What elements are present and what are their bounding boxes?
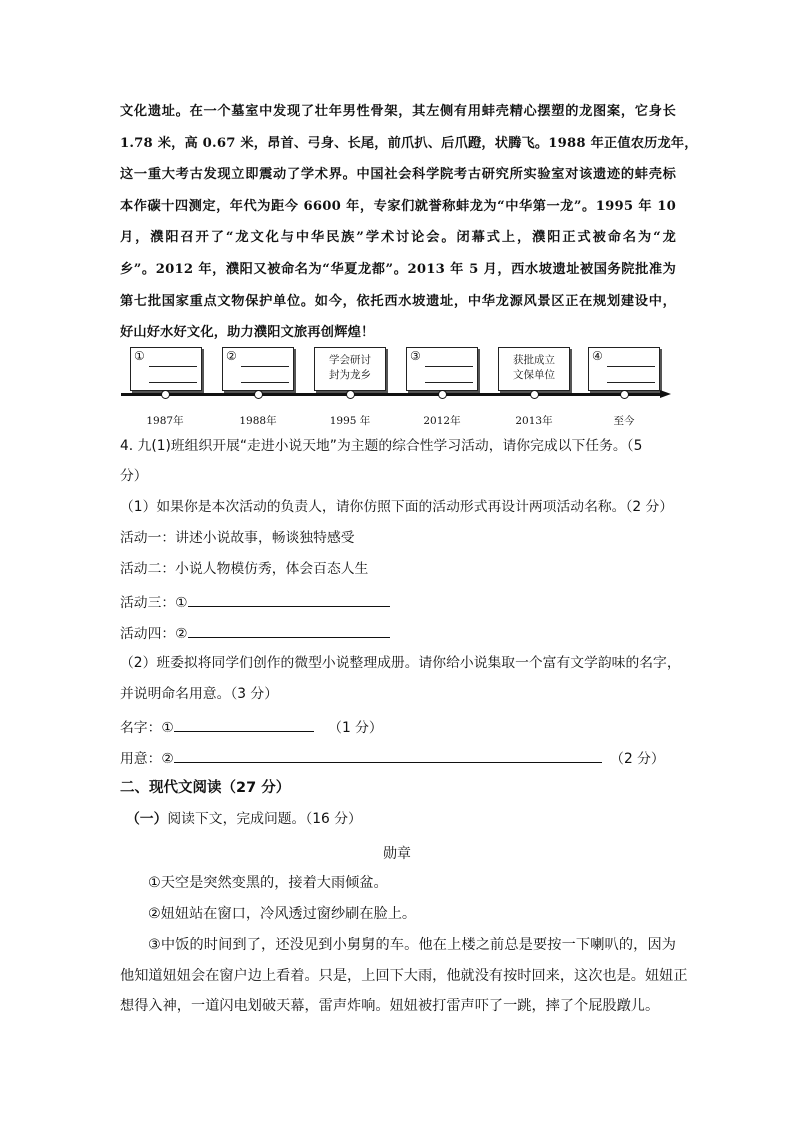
activity-4-row [120,623,390,643]
box-number: ④ [592,349,603,363]
story-line: 想得入神，一道闪电划破天幕，雷声炸响。妞妞被打雷声吓了一跳，摔了个屁股蹾儿。 [120,998,660,1014]
timeline-box-4 [406,347,478,391]
timeline-marker [620,390,629,399]
timeline-year: 1987年 [146,415,184,427]
subsection-row [126,810,362,828]
passage-line: 乡”。2012 年，濮阳又被命名为“华夏龙都”。2013 年 5 月，西水坡遗址被国务院批准为 [120,261,676,277]
answer-blank[interactable] [425,365,473,367]
answer-blank[interactable] [607,381,655,383]
box-number: ① [134,349,145,363]
answer-blank[interactable] [607,365,655,367]
activity-2: 活动二：小说人物模仿秀，体会百态人生 [120,561,369,577]
answer-blank[interactable] [241,365,289,367]
q4-sub2-line1: （2）班委拟将同学们创作的微型小说整理成册。请你给小说集取一个富有文学韵味的名字， [120,655,681,671]
name-blank[interactable] [174,717,314,732]
box-number: ② [226,349,237,363]
timeline-box-3 [314,347,386,391]
q4-stem-line2: 分） [120,468,148,484]
q4-sub1: （1）如果你是本次活动的负责人，请你仿照下面的活动形式再设计两项活动名称。（2 分） [120,499,674,515]
q4-stem-line1: 4. 九(1)班组织开展“走进小说天地”为主题的综合性学习活动，请你完成以下任务。（5 [120,438,643,454]
passage-line: 本作碳十四测定，年代为距今 6600 年，专家们就誉称蚌龙为“中华第一龙”。1995 年 10 [120,198,676,214]
story-line: ②妞妞站在窗口，冷风透过窗纱刷在脸上。 [148,906,417,922]
meaning-row [120,748,665,768]
passage-line: 第七批国家重点文物保护单位。如今，依托西水坡遗址，中华龙源风景区正在规划建设中， [120,293,676,309]
passage-line: 文化遗址。在一个墓室中发现了壮年男性骨架，其左侧有用蚌壳精心摆塑的龙图案，它身长 [120,104,676,119]
meaning-label: 用意：② [120,751,174,767]
activity-4-blank[interactable] [188,623,390,638]
activity-3-blank[interactable] [188,592,390,607]
timeline-year: 1988年 [239,415,277,427]
name-score: （1 分） [328,720,383,736]
box-number: ③ [410,349,421,363]
timeline-year: 2012年 [423,415,461,427]
story-paragraph-1 [148,868,676,899]
timeline-box-5 [498,347,570,391]
story-line: ③中饭的时间到了，还没见到小舅舅的车。他在上楼之前总是要按一下喇叭的，因为 [148,937,676,953]
passage-line: 月，濮阳召开了“龙文化与中华民族”学术讨论会。闭幕式上，濮阳正式被命名为“龙 [120,230,676,246]
box-text: 获批成立 文保单位 [513,354,555,381]
story-title: 勋章 [383,846,411,862]
timeline-marker [254,390,263,399]
timeline-marker [530,390,539,399]
arrow-icon [660,390,671,398]
timeline-year: 2013年 [515,415,553,427]
meaning-score: （2 分） [610,751,665,767]
story-paragraph-3 [120,930,688,1022]
passage-line: 好山好水好文化，助力濮阳文旅再创辉煌！ [120,325,375,341]
story-line: ①天空是突然变黑的，接着大雨倾盆。 [148,875,388,891]
name-label: 名字：① [120,720,174,736]
activity-3-label: 活动三：① [120,595,188,611]
timeline-axis [121,393,662,396]
subsection-heading: （一） [126,811,168,827]
timeline-box-6 [588,347,660,391]
passage-line: 这一重大考古发现立即震动了学术界。中国社会科学院考古研究所实验室对该遗迹的蚌壳标 [120,167,676,183]
story-line: 他知道妞妞会在窗户边上看着。只是，上回下大雨，他就没有按时回来，这次也是。妞妞正 [120,967,688,984]
answer-blank[interactable] [149,381,197,383]
story-paragraph-2 [148,899,676,930]
q4-sub2-line2: 并说明命名用意。（3 分） [120,686,279,702]
passage-line: 1.78 米，高 0.67 米，昂首、弓身、长尾，前爪扒、后爪蹬，状腾飞。1988 年正值农历龙年， [120,135,698,151]
activity-1: 活动一：讲述小说故事，畅谈独特感受 [120,530,355,546]
timeline-diagram [118,345,678,430]
subsection-instruction: 阅读下文，完成问题。（16 分） [167,811,362,827]
box-text: 学会研讨 封为龙乡 [329,354,371,381]
passage [120,96,698,349]
answer-blank[interactable] [241,381,289,383]
name-row [120,717,383,737]
timeline-year: 至今 [613,415,635,427]
timeline-marker [346,390,355,399]
answer-blank[interactable] [149,365,197,367]
timeline-box-1 [130,347,202,391]
timeline-box-2 [222,347,294,391]
activity-3-row [120,592,390,612]
activity-4-label: 活动四：② [120,626,188,642]
answer-blank[interactable] [425,381,473,383]
timeline-marker [438,390,447,399]
section-heading: 二、现代文阅读（27 分） [120,780,291,796]
timeline-year: 1995 年 [329,415,371,427]
timeline-marker [161,390,170,399]
meaning-blank[interactable] [174,748,602,763]
